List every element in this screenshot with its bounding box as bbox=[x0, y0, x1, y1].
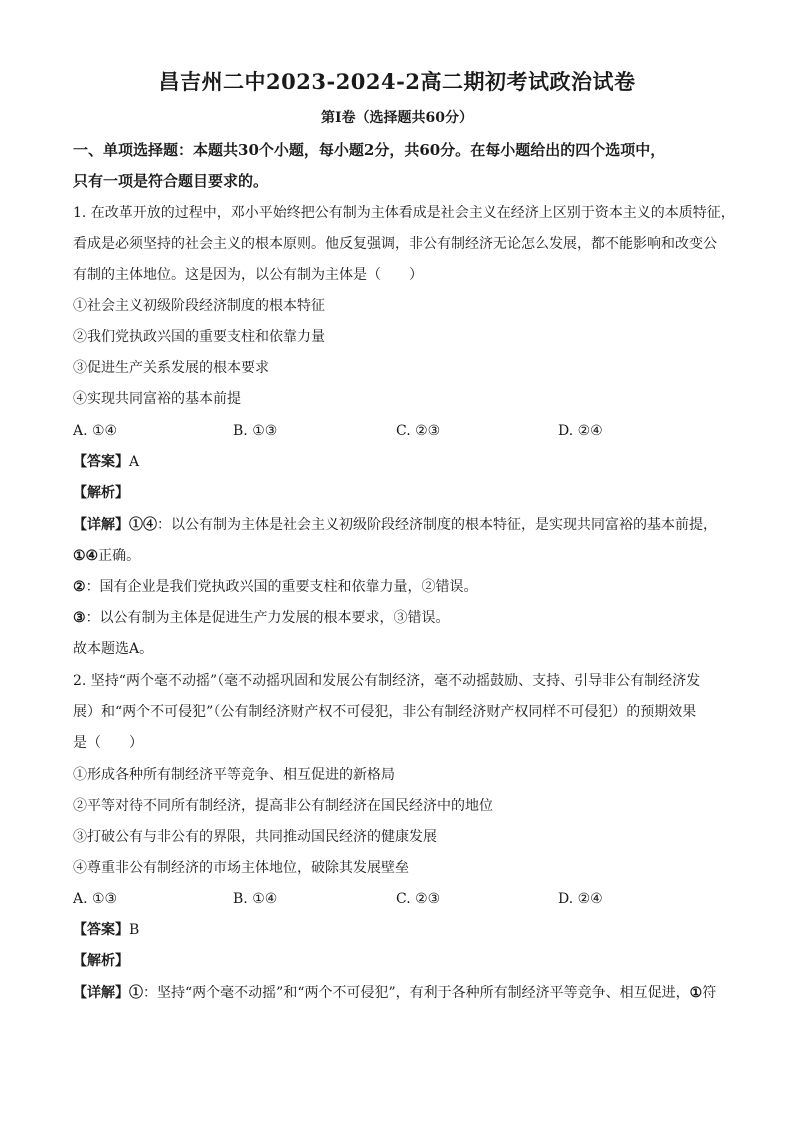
section-subtitle: 第Ⅰ卷（选择题共60分） bbox=[320, 110, 474, 126]
q2-choice-d: D. ②④ bbox=[558, 891, 603, 907]
detail-options: ①④ bbox=[73, 548, 99, 564]
detail-text: ：国有企业是我们党执政兴国的重要支柱和依靠力量，②错误。 bbox=[85, 579, 478, 595]
q1-analysis-tag: 【解析】 bbox=[73, 485, 129, 501]
q1-conclusion: 故本题选A。 bbox=[73, 641, 154, 657]
detail-options: ② bbox=[73, 579, 86, 595]
detail-options: ①④ bbox=[129, 517, 157, 533]
detail-options: ③ bbox=[73, 610, 86, 626]
answer-value: A bbox=[129, 454, 140, 470]
q2-stem-line3: 是（ ） bbox=[73, 735, 143, 751]
q1-option-4: ④实现共同富裕的基本前提 bbox=[73, 391, 241, 407]
q2-choice-b: B. ①④ bbox=[233, 891, 278, 907]
q1-stem-line1: 1. 在改革开放的过程中，邓小平始终把公有制为主体看成是社会主义在经济上区别于资本主义的本质特征， bbox=[73, 205, 735, 221]
section-instruction-line2: 只有一项是符合题目要求的。 bbox=[73, 172, 269, 190]
q1-option-1: ①社会主义初级阶段经济制度的根本特征 bbox=[73, 298, 325, 314]
q2-option-2: ②平等对待不同所有制经济，提高非公有制经济在国民经济中的地位 bbox=[73, 798, 493, 814]
q2-option-4: ④尊重非公有制经济的市场主体地位，破除其发展壁垒 bbox=[73, 860, 409, 876]
q2-stem-line2: 展）和“两个不可侵犯”（公有制经济财产权不可侵犯，非公有制经济财产权同样不可侵犯）的预期效果 bbox=[73, 704, 697, 720]
detail-options: ① bbox=[129, 985, 143, 1001]
answer-tag: 【答案】 bbox=[73, 454, 129, 470]
q2-analysis-tag: 【解析】 bbox=[73, 953, 129, 969]
detail-tag: 【详解】 bbox=[73, 985, 129, 1001]
q2-choice-a: A. ①③ bbox=[73, 891, 118, 907]
q2-option-3: ③打破公有与非公有的界限，共同推动国民经济的健康发展 bbox=[73, 829, 437, 845]
q1-detail-line1 bbox=[73, 516, 742, 534]
q1-choice-b: B. ①③ bbox=[233, 423, 278, 439]
detail-text: ：坚持“两个毫不动摇”和“两个不可侵犯”，有利于各种所有制经济平等竞争、相互促进， bbox=[143, 985, 690, 1001]
q1-detail-line2 bbox=[73, 547, 742, 565]
detail-text: 正确。 bbox=[98, 548, 141, 564]
answer-value: B bbox=[129, 922, 140, 938]
detail-options: ① bbox=[689, 985, 703, 1001]
q1-answer bbox=[73, 453, 742, 471]
section-instruction-line1: 一、单项选择题：本题共30个小题，每小题2分，共60分。在每小题给出的四个选项中， bbox=[73, 141, 666, 159]
q2-stem-line1: 2. 坚持“两个毫不动摇”（毫不动摇巩固和发展公有制经济，毫不动摇鼓励、支持、引导非公有制经济发 bbox=[73, 673, 701, 689]
q1-stem-line2: 看成是必须坚持的社会主义的根本原则。他反复强调，非公有制经济无论怎么发展，都不能影响和改变公 bbox=[73, 236, 717, 252]
q1-choice-d: D. ②④ bbox=[558, 423, 603, 439]
detail-text: ：以公有制为主体是社会主义初级阶段经济制度的根本特征，是实现共同富裕的基本前提， bbox=[157, 517, 717, 533]
q2-answer bbox=[73, 921, 742, 939]
detail-text: ：以公有制为主体是促进生产力发展的根本要求，③错误。 bbox=[85, 610, 450, 626]
q1-stem-line3: 有制的主体地位。这是因为，以公有制为主体是（ ） bbox=[73, 267, 423, 283]
q2-option-1: ①形成各种所有制经济平等竞争、相互促进的新格局 bbox=[73, 767, 395, 783]
q1-detail-line3 bbox=[73, 578, 742, 596]
q2-choice-c: C. ②③ bbox=[396, 891, 441, 907]
q1-choice-c: C. ②③ bbox=[396, 423, 441, 439]
q1-option-3: ③促进生产关系发展的根本要求 bbox=[73, 360, 269, 376]
q1-detail-line4 bbox=[73, 609, 742, 627]
detail-tag: 【详解】 bbox=[73, 517, 129, 533]
q2-detail-line1 bbox=[73, 984, 742, 1002]
page-title: 昌吉州二中2023-2024-2高二期初考试政治试卷 bbox=[158, 69, 636, 94]
q1-option-2: ②我们党执政兴国的重要支柱和依靠力量 bbox=[73, 329, 325, 345]
answer-tag: 【答案】 bbox=[73, 922, 129, 938]
detail-text: 符 bbox=[702, 985, 717, 1001]
q1-choice-a: A. ①④ bbox=[73, 423, 118, 439]
